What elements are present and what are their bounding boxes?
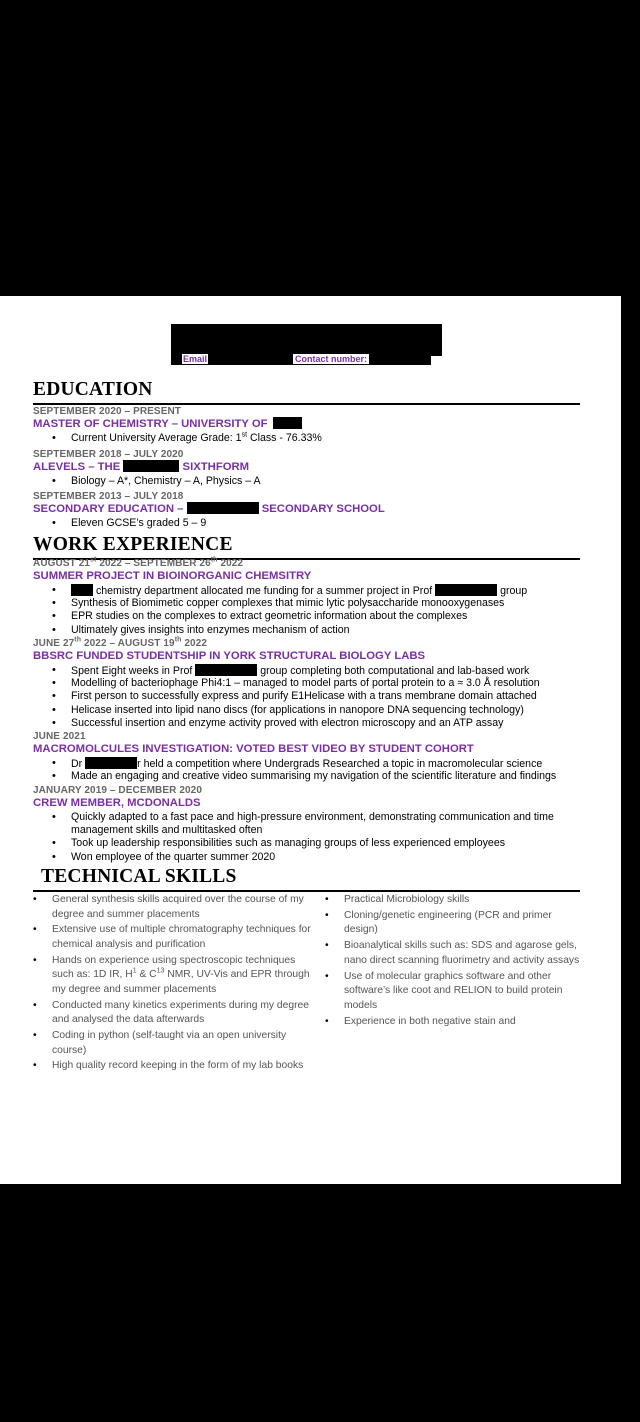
skills-heading: TECHNICAL SKILLS (41, 866, 237, 887)
bullet-text: chemistry department allocated me funding for a summer project in Prof (95, 585, 433, 597)
skills-rule (33, 890, 580, 892)
edu-title-2b: SIXTHFORM (182, 461, 250, 473)
edu-title-1 (33, 417, 302, 430)
list-item: • Conducted many kinetics experiments during my degree and analysed the data afterwards (33, 999, 313, 1028)
work-title-2: BBSRC FUNDED STUDENTSHIP IN YORK STRUCTURAL BIOLOGY LABS (33, 650, 426, 662)
name-redaction (171, 324, 442, 356)
list-item: • Biology – A*, Chemistry – A, Physics – A (52, 475, 261, 488)
email-label: Email (183, 354, 208, 364)
doctor-redaction (85, 757, 137, 769)
list-item: • Helicase inserted into lipid nano discs (for applications in nanopore DNA sequencing technology) (52, 704, 540, 717)
list-item: • Modelling of bacteriophage Phi4:1 – managed to model parts of portal protein to a ≈ 3.0 Å resolution (52, 677, 540, 690)
work-bullets-3 (52, 757, 556, 783)
work-bullets-4 (52, 811, 561, 864)
skills-left-list (33, 893, 313, 1075)
bullet-head: Dr (71, 758, 83, 770)
work-date-2: JUNE 27th 2022 – AUGUST 19th 2022 (33, 636, 208, 649)
edu-title-3b: SECONDARY SCHOOL (261, 503, 385, 515)
edu-title-3a: SECONDARY EDUCATION – (33, 503, 184, 515)
bullet-head: Spent Eight weeks in Prof (71, 665, 193, 677)
edu-date-3: SEPTEMBER 2013 – JULY 2018 (33, 491, 184, 502)
work-date-1: AUGUST 21st 2022 – SEPTEMBER 26th 2022 (33, 556, 244, 569)
list-item: • Won employee of the quarter summer 2020 (52, 851, 561, 864)
university-redaction (71, 584, 93, 596)
work-date-3: JUNE 2021 (33, 731, 86, 742)
edu-date-2: SEPTEMBER 2018 – JULY 2020 (33, 449, 184, 460)
list-item (52, 584, 527, 597)
edu-title-2a: ALEVELS – THE (33, 461, 121, 473)
edu-date-1: SEPTEMBER 2020 – PRESENT (33, 406, 182, 417)
professor-redaction (195, 664, 257, 676)
list-item: • Practical Microbiology skills (325, 893, 585, 908)
list-item: • Use of molecular graphics software and other software’s like coot and RELION to build protein models (325, 970, 585, 1014)
list-item: • EPR studies on the complexes to extract geometric information about the complexes (52, 610, 527, 623)
list-item: • Experience in both negative stain and (325, 1015, 585, 1030)
school-redaction (187, 502, 259, 514)
contact-number-label: Contact number: (295, 354, 367, 364)
college-redaction (123, 460, 179, 472)
email-redaction (208, 353, 292, 365)
list-item (52, 664, 540, 677)
work-title-3: MACROMOLCULES INVESTIGATION: VOTED BEST VIDEO BY STUDENT COHORT (33, 743, 474, 755)
work-bullets-2 (52, 664, 540, 730)
list-item: • Made an engaging and creative video summarising my navigation of the scientific literature and findings (52, 770, 556, 783)
skills-right-list (325, 893, 585, 1030)
list-item: • Synthesis of Biomimetic copper complexes that mimic lytic polysaccharide monooxygenases (52, 597, 527, 610)
edu-title-2 (33, 460, 249, 473)
list-item: • Eleven GCSE’s graded 5 – 9 (52, 517, 206, 530)
list-item: • Quickly adapted to a fast pace and high-pressure environment, demonstrating communication and time management skills and multitasked often (52, 811, 561, 837)
edu-title-1-text: MASTER OF CHEMISTRY – UNIVERSITY OF (33, 418, 268, 430)
work-bullets-1 (52, 584, 527, 637)
work-title-4: CREW MEMBER, MCDONALDS (33, 797, 201, 809)
work-date-4: JANUARY 2019 – DECEMBER 2020 (33, 785, 202, 796)
list-item: • Coding in python (self-taught via an open university course) (33, 1029, 313, 1058)
list-item: • General synthesis skills acquired over the course of my degree and summer placements (33, 893, 313, 922)
cv-page (0, 296, 621, 1184)
education-heading: EDUCATION (33, 379, 153, 400)
list-item: • Cloning/genetic engineering (PCR and primer design) (325, 909, 585, 938)
bullet-tail: r held a competition where Undergrads Researched a topic in macromolecular science (137, 758, 543, 770)
bullet-tail: group completing both computational and lab-based work (260, 665, 530, 677)
edu-bullets-3 (52, 517, 206, 530)
list-item: • Successful insertion and enzyme activity proved with electron microscopy and an ATP assay (52, 717, 540, 730)
education-rule (33, 403, 580, 405)
list-item: • Hands on experience using spectroscopic techniques such as: 1D IR, $H^1$ & $C^{13}$ NMR, UV-Vis and EPR through my degree and summer placements (33, 954, 313, 998)
list-item: • Extensive use of multiple chromatography techniques for chemical analysis and purification (33, 923, 313, 952)
work-heading: WORK EXPERIENCE (33, 534, 233, 555)
list-item: • First person to successfully express and purify E1Helicase with a trans membrane domain attached (52, 690, 540, 703)
bullet-tail: group (500, 585, 528, 597)
list-item: • Ultimately gives insights into enzymes mechanism of action (52, 624, 527, 637)
list-item: • Took up leadership responsibilities such as managing groups of less experienced employees (52, 837, 561, 850)
list-item: • Current University Average Grade: 1st Class - 76.33% (52, 432, 322, 445)
list-item (52, 757, 556, 770)
list-item: • High quality record keeping in the form of my lab books (33, 1059, 313, 1074)
list-item: • Bioanalytical skills such as: SDS and agarose gels, nano direct scanning fluorimetry and activity assays (325, 939, 585, 968)
edu-bullets-1 (52, 432, 322, 445)
edu-title-3 (33, 502, 385, 515)
professor-redaction (435, 584, 497, 596)
edu-bullets-2 (52, 475, 261, 488)
university-redaction (273, 417, 302, 429)
work-title-1: SUMMER PROJECT IN BIOINORGANIC CHEMSITRY (33, 570, 312, 582)
